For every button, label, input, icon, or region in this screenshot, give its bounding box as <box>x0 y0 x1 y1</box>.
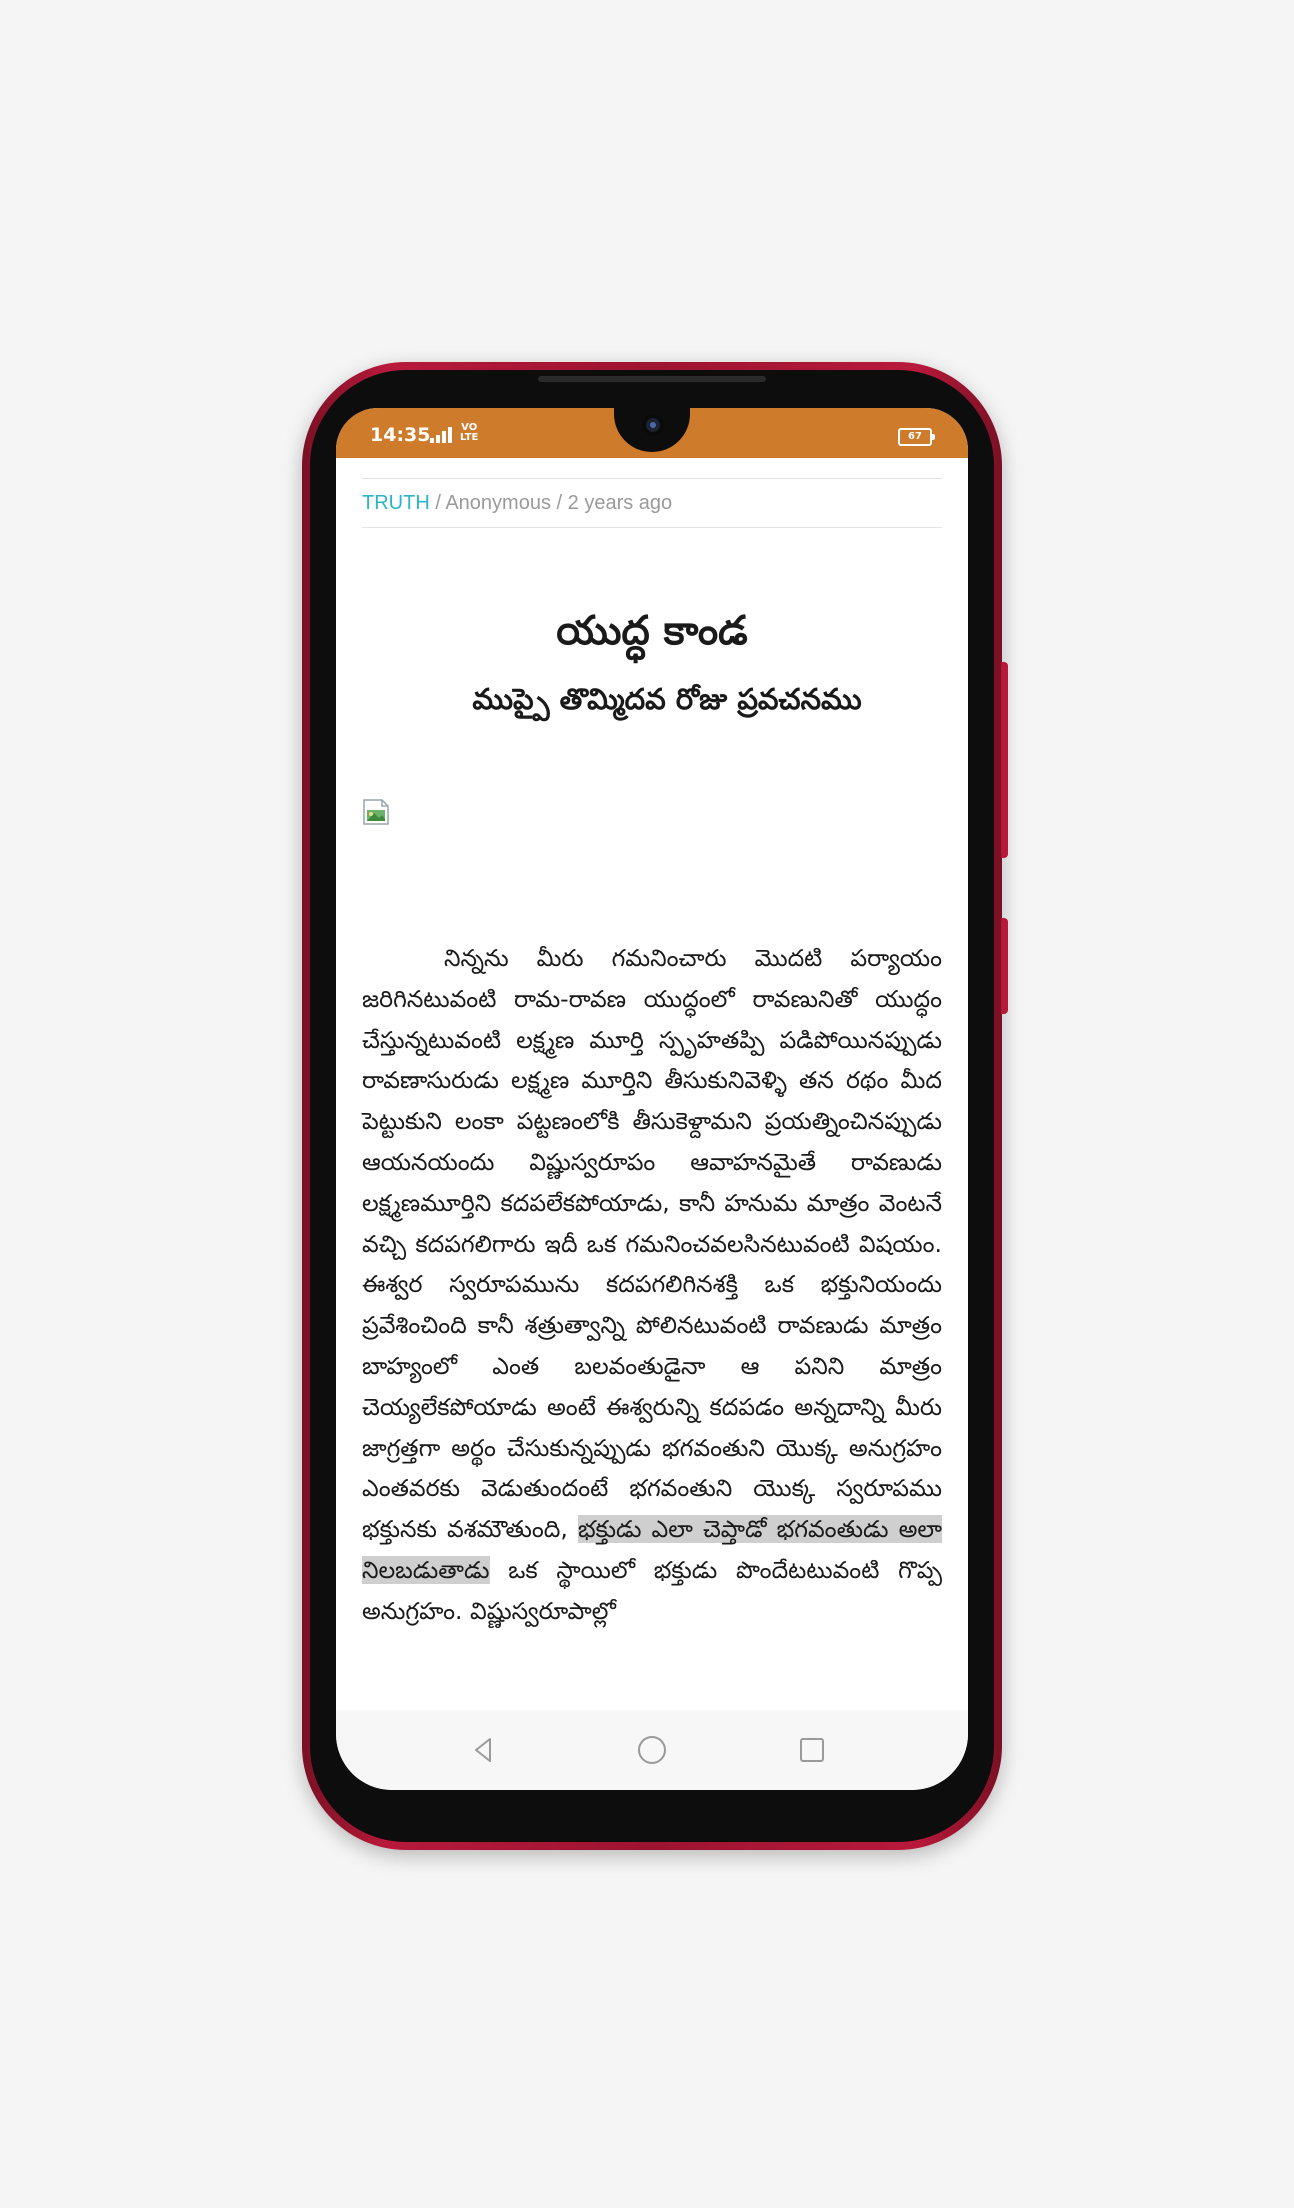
recent-square-icon[interactable] <box>796 1734 828 1766</box>
post-meta <box>362 478 942 528</box>
meta-separator: / <box>550 492 568 514</box>
body-text-part-1: నిన్నను మీరు గమనించారు మొదటి పర్యాయం జరిగినటువంటి రామ-రావణ యుద్ధంలో రావణునితో యుద్ధం చేస్తున్నటువంటి లక్ష్మణ మూర్తి స్పృహతప్పి పడిపోయినప్పుడు రావణాసురుడు లక్ష్మణ మూర్తిని తీసుకునివెళ్ళి తన రథం మీద పెట్టుకుని లంకా పట్టణంలోకి తీసుకెళ్దామని ప్రయత్నించినప్పుడు ఆయనయందు విష్ణుస్వరూపం ఆవాహనమైతే రావణుడు లక్ష్మణమూర్తిని కదపలేకపోయాడు, కానీ హనుమ మాత్రం వెంటనే వచ్చి కదపగలిగారు ఇదీ ఒక గమనించవలసినటువంటి విషయం. ఈశ్వర స్వరూపమును కదపగలిగినశక్తి ఒక భక్తునియందు ప్రవేశించింది కానీ శత్రుత్వాన్ని పోలినటువంటి రావణుడు మాత్రం బాహ్యంలో ఎంత బలవంతుడైనా ఆ పనిని మాత్రం చెయ్యలేకపోయాడు అంటే ఈశ్వరున్ని కదపడం అన్నదాన్ని మీరు జాగ్రత్తగా అర్థం చేసుకున్నప్పుడు భగవంతుని యొక్క అనుగ్రహం ఎంతవరకు వెడుతుందంటే భగవంతుని యొక్క స్వరూపము భక్తునకు వశమౌతుంది, <box>362 944 942 1544</box>
navigation-bar <box>336 1710 968 1790</box>
meta-separator: / <box>429 492 446 514</box>
phone-screen <box>336 408 968 1790</box>
status-time: 14:35 <box>370 424 431 446</box>
volume-button <box>1001 662 1008 858</box>
author-name[interactable]: Anonymous <box>445 492 551 514</box>
body-text-part-2: ఒక స్థాయిలో భక్తుడు పొందేటటువంటి గొప్ప అనుగ్రహం. విష్ణుస్వరూపాల్లో <box>362 1555 942 1625</box>
article-content[interactable] <box>336 458 968 1710</box>
camera-notch <box>614 408 690 452</box>
front-camera <box>642 414 664 436</box>
volte-indicator <box>460 423 478 443</box>
volte-label-bottom: LTE <box>460 432 479 443</box>
back-triangle-icon[interactable] <box>468 1734 500 1766</box>
earpiece-slot <box>538 376 766 382</box>
highlighted-text[interactable]: భక్తుడు ఎలా చెప్తాడో భగవంతుడు అలా నిలబడుతాడు <box>362 1515 943 1584</box>
battery-icon <box>898 428 932 446</box>
status-bar <box>336 408 968 458</box>
post-date: 2 years ago <box>567 492 673 514</box>
battery-level: 67 <box>908 431 922 442</box>
power-button <box>1001 918 1008 1014</box>
broken-image-icon <box>362 798 390 826</box>
article-title: యుద్ధ కాండ <box>556 608 748 654</box>
article-body <box>362 938 942 1632</box>
volte-label-top: VO <box>461 422 478 433</box>
category-link[interactable]: TRUTH <box>362 492 430 514</box>
signal-bars-icon <box>430 427 456 443</box>
article-subtitle: ముప్పై తొమ్మిదవ రోజు ప్రవచనము <box>472 682 862 716</box>
home-circle-icon[interactable] <box>636 1734 668 1766</box>
